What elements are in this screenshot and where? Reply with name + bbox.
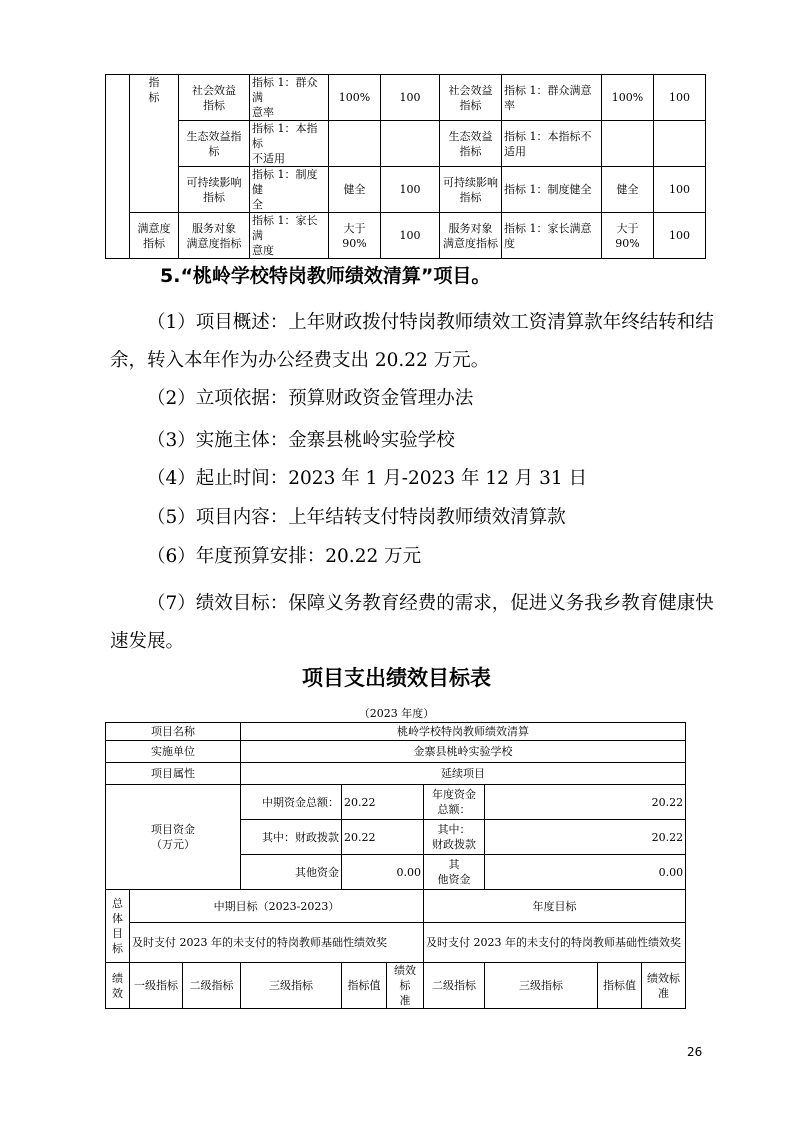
table-cell: 指 标 — [130, 75, 179, 213]
table-cell: 及时支付 2023 年的未支付的特岗教师基础性绩效奖 — [424, 923, 686, 963]
table-cell: 指标 1：本指标不 适用 — [502, 121, 602, 167]
paragraph-content: （5）项目内容：上年结转支付特岗教师绩效清算款 — [147, 507, 566, 528]
table-cell: 可持续影响 指标 — [179, 167, 250, 213]
table-cell: 及时支付 2023 年的未支付的特岗教师基础性绩效奖 — [130, 923, 424, 963]
paragraph-project-overview: （1）项目概述：上年财政拨付特岗教师绩效工资清算款年终结转和结余，转入本年作为办公经费支出 20.22 万元。 — [110, 312, 714, 371]
table-cell: 中期资金总额： — [241, 785, 342, 820]
table-cell: 100% — [602, 75, 654, 121]
table-cell: 二级指标 — [424, 963, 485, 1009]
page-number: 26 — [687, 1045, 703, 1059]
table-cell: 项目名称 — [106, 723, 241, 741]
table-cell: 100 — [381, 213, 440, 259]
table-cell: 100 — [654, 75, 706, 121]
table-cell: 指标值 — [342, 963, 387, 1009]
table-cell: 100 — [381, 167, 440, 213]
table-cell: 指标值 — [598, 963, 642, 1009]
table-cell: 年度资金 总额： — [424, 785, 485, 820]
table-cell — [654, 121, 706, 167]
table-cell: 一级指标 — [130, 963, 183, 1009]
table-cell — [329, 121, 381, 167]
table-cell: 年度目标 — [424, 890, 686, 923]
table-cell: 指标 1：制度健全 — [502, 167, 602, 213]
table-cell: 社会效益 指标 — [179, 75, 250, 121]
table-cell: 社会效益 指标 — [440, 75, 502, 121]
table-cell: 其 他资金 — [424, 855, 485, 890]
table-cell: 0.00 — [342, 855, 424, 890]
paragraph-budget: （6）年度预算安排：20.22 万元 — [147, 546, 422, 567]
paragraph-goal: （7）绩效目标：保障义务教育经费的需求，促进义务我乡教育健康快速发展。 — [110, 593, 714, 652]
table-cell: 生态效益指 标 — [179, 121, 250, 167]
table-cell: 指标 1：群众满意 率 — [502, 75, 602, 121]
table-year: （2023 年度） — [358, 707, 435, 720]
table-cell: 绩效标 准 — [387, 963, 424, 1009]
table-cell: 三级指标 — [241, 963, 342, 1009]
table-cell — [381, 121, 440, 167]
table-cell: 总 体 目 标 — [106, 890, 130, 963]
paragraph-implementer: （3）实施主体：金寨县桃岭实验学校 — [147, 430, 455, 451]
paragraph-basis: （2）立项依据：预算财政资金管理办法 — [147, 388, 474, 409]
section-heading: 5.“桃岭学校特岗教师绩效清算”项目。 — [160, 265, 491, 287]
table-cell: 满意度 指标 — [130, 213, 179, 259]
table-cell — [602, 121, 654, 167]
table-cell: 100 — [381, 75, 440, 121]
table-cell: 二级指标 — [183, 963, 241, 1009]
performance-target-table — [105, 722, 686, 1009]
table-cell: 指标 1：本指标 不适用 — [250, 121, 329, 167]
table-cell: 20.22 — [342, 785, 424, 820]
table-cell: 指标 1：家长满 意度 — [250, 213, 329, 259]
table-cell: 其中： 财政拨款 — [424, 820, 485, 855]
table-cell: 指标 1：群众满 意率 — [250, 75, 329, 121]
table-cell: 健全 — [602, 167, 654, 213]
table-cell: 大于 90% — [602, 213, 654, 259]
indicator-table-continued — [105, 74, 706, 259]
table-cell: 20.22 — [342, 820, 424, 855]
table-cell: 生态效益 指标 — [440, 121, 502, 167]
table-cell: 20.22 — [485, 820, 686, 855]
table-cell: 指标 1：家长满意 度 — [502, 213, 602, 259]
table-cell: 绩 效 — [106, 963, 130, 1009]
table-cell: 20.22 — [485, 785, 686, 820]
table-cell: 实施单位 — [106, 741, 241, 763]
paragraph-period: （4）起止时间：2023 年 1 月-2023 年 12 月 31 日 — [147, 468, 588, 489]
table-cell: 绩效标 准 — [642, 963, 686, 1009]
table-cell: 100% — [329, 75, 381, 121]
table-cell — [106, 75, 130, 259]
table-cell: 项目属性 — [106, 763, 241, 785]
table-cell: 金寨县桃岭实验学校 — [241, 741, 686, 763]
table-cell: 大于 90% — [329, 213, 381, 259]
table-cell: 项目资金 （万元） — [106, 785, 241, 890]
table-cell: 其他资金 — [241, 855, 342, 890]
table-cell: 延续项目 — [241, 763, 686, 785]
table-cell: 其中：财政拨款 — [241, 820, 342, 855]
table-cell: 0.00 — [485, 855, 686, 890]
table-cell: 服务对象 满意度指标 — [440, 213, 502, 259]
table-cell: 桃岭学校特岗教师绩效清算 — [241, 723, 686, 741]
table-cell: 三级指标 — [485, 963, 598, 1009]
table-cell: 可持续影响 指标 — [440, 167, 502, 213]
table-cell: 100 — [654, 167, 706, 213]
table-cell: 100 — [654, 213, 706, 259]
table-cell: 中期目标（2023-2023） — [130, 890, 424, 923]
table-cell: 指标 1：制度健 全 — [250, 167, 329, 213]
table-cell: 服务对象 满意度指标 — [179, 213, 250, 259]
table-cell: 健全 — [329, 167, 381, 213]
table-title: 项目支出绩效目标表 — [302, 666, 491, 690]
